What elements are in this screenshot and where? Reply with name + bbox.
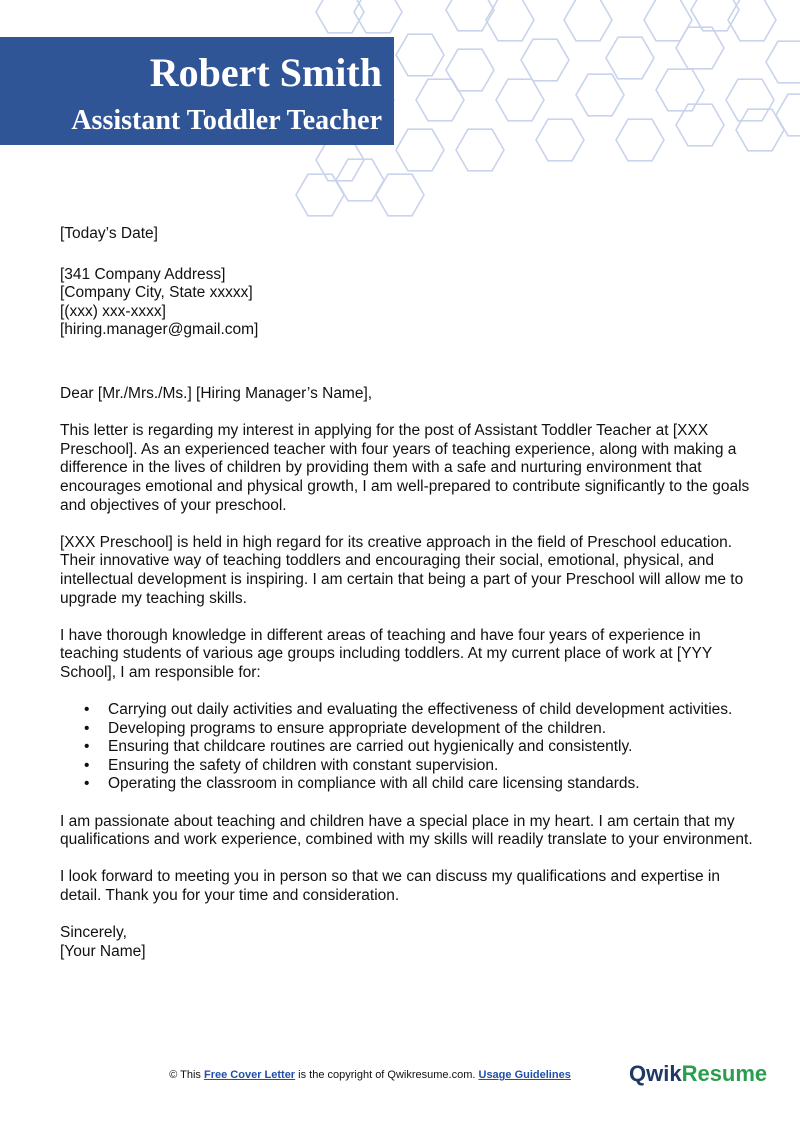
hexagon-shape: [564, 0, 612, 41]
candidate-name: Robert Smith: [149, 50, 382, 95]
hexagon-shape: [644, 0, 692, 41]
hexagon-shape: [456, 129, 504, 171]
logo-part-resume: Resume: [681, 1061, 768, 1086]
list-item: • Developing programs to ensure appropriate development of the children.: [60, 720, 760, 739]
list-item: • Carrying out daily activities and evaluating the effectiveness of child development activities.: [60, 701, 760, 720]
hexagon-shape: [726, 79, 774, 121]
list-item: • Ensuring the safety of children with constant supervision.: [60, 757, 760, 776]
hexagon-shape: [536, 119, 584, 161]
hexagon-shape: [606, 37, 654, 79]
hexagon-shape: [446, 49, 494, 91]
hexagon-shape: [616, 119, 664, 161]
paragraph: I am passionate about teaching and children have a special place in my heart. I am certain that my qualifications and work experience, combined with my skills will readily translate to your environment.: [60, 812, 753, 849]
address-line: [hiring.manager@gmail.com]: [60, 321, 259, 339]
salutation: Dear [Mr./Mrs./Ms.] [Hiring Manager’s Name],: [60, 384, 373, 402]
free-cover-letter-link[interactable]: Free Cover Letter: [204, 1069, 296, 1081]
hexagon-shape: [766, 41, 800, 83]
hexagon-shape: [486, 0, 534, 41]
signature: [Your Name]: [60, 942, 146, 960]
footer-prefix: © This: [169, 1069, 204, 1081]
letter-date: [Today’s Date]: [60, 225, 158, 242]
hexagon-shape: [446, 0, 494, 31]
header-banner: [0, 37, 394, 145]
recipient-address: [60, 266, 760, 340]
hexagon-shape: [676, 27, 724, 69]
paragraph: [XXX Preschool] is held in high regard for its creative approach in the field of Preschool education. Their innovative way of teaching toddlers and encouraging their social, emotional, physical, and intellectual development is inspiring. I am certain that being a part of your Preschool will allow me to upgrade my teaching skills.: [60, 533, 744, 607]
hexagon-shape: [776, 94, 800, 136]
usage-guidelines-link[interactable]: Usage Guidelines: [478, 1069, 571, 1081]
address-line: [Company City, State xxxxx]: [60, 284, 253, 302]
address-line: [341 Company Address]: [60, 265, 226, 283]
hexagon-shape: [396, 129, 444, 171]
paragraph: This letter is regarding my interest in applying for the post of Assistant Toddler Teacher at [XXX Preschool]. As an experienced teacher with four years of teaching experience, along with making a difference in the lives of children by providing them with a safe and nurturing environment that encourages emotional and physical growth, I am well-prepared to contribute significantly to the goals and objectives of your preschool.: [60, 422, 750, 514]
letter-body: [60, 225, 760, 961]
qwikresume-logo: [629, 1061, 767, 1087]
hexagon-shape: [396, 34, 444, 76]
hexagon-shape: [576, 74, 624, 116]
responsibilities-list: [60, 701, 760, 794]
hexagon-shape: [496, 79, 544, 121]
list-item: • Operating the classroom in compliance with all child care licensing standards.: [60, 775, 760, 794]
paragraph: I have thorough knowledge in different areas of teaching and have four years of experience in teaching students of various age groups including toddlers. At my current place of work at [YYY School], I am responsible for:: [60, 626, 712, 681]
footer-middle: is the copyright of Qwikresume.com.: [295, 1069, 479, 1081]
hexagon-shape: [521, 39, 569, 81]
paragraph: I look forward to meeting you in person so that we can discuss my qualifications and expertise in detail. Thank you for your time and consideration.: [60, 868, 720, 904]
address-line: [(xxx) xxx-xxxx]: [60, 302, 166, 320]
logo-part-qwik: Qwik: [629, 1061, 682, 1086]
job-title: Assistant Toddler Teacher: [71, 105, 382, 136]
closing: Sincerely,: [60, 924, 127, 942]
list-item: • Ensuring that childcare routines are carried out hygienically and consistently.: [60, 738, 760, 757]
hexagon-shape: [728, 0, 776, 41]
hexagon-shape: [416, 79, 464, 121]
